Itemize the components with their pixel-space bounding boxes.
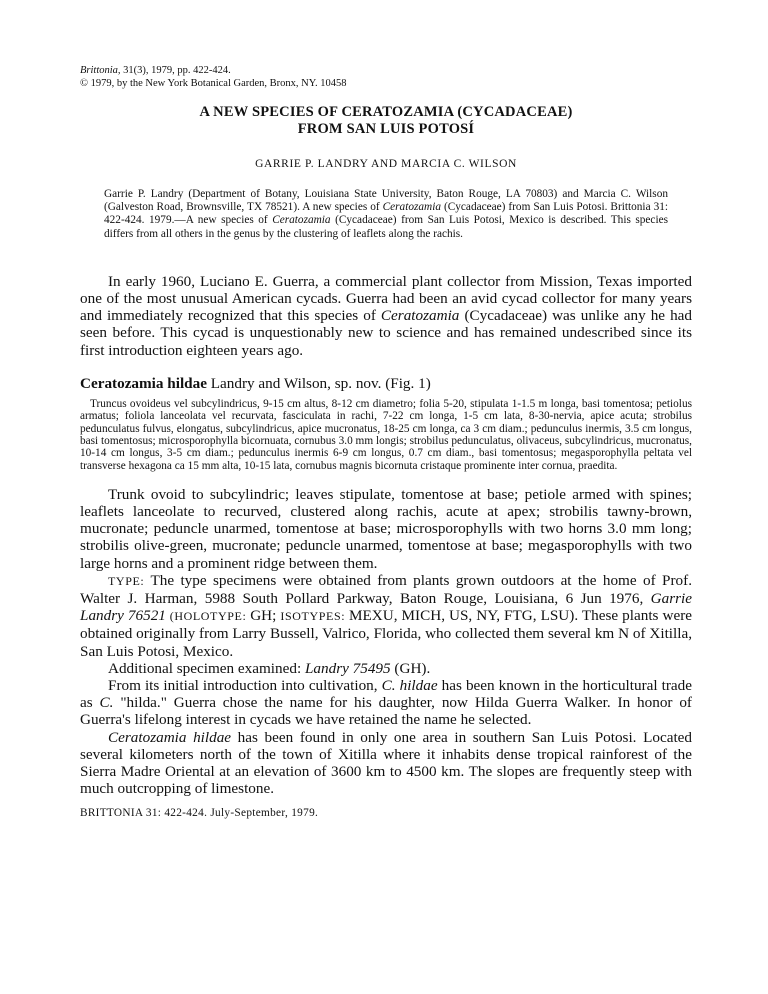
journal-name: Brittonia, [80,65,121,76]
holotype-herbarium: GH; [250,607,281,625]
article-title [80,104,692,138]
type-text-2: These plants were obtained originally from Larry Bussell, Valrico, Florida, who collected them several km N of Xitilla, San Luis Potosi, Mexico. [80,607,692,660]
type-label: TYPE: [108,573,145,588]
history-paragraph [80,677,692,729]
habitat-species-name: Ceratozamia hildae [108,728,232,746]
additional-herbarium: (GH). [390,659,431,677]
english-description: Trunk ovoid to subcylindric; leaves stipulate, tomentose at base; petiole armed with spines; leaflets lanceolate to recurved, clustered along rachis, acute at apex; strobilis tawny-brown, mucronate; peduncle unarmed, tomentose at base; microsporophylls with two horns 3.0 mm long; strobilis olive-green, mucronate; peduncle unarmed, tomentose at base; megasporophylls with two large horns and a prominent ridge between them. [80,485,692,572]
additional-text: Additional specimen examined: [108,659,305,677]
habitat-text: has been found in only one area in southern San Luis Potosi. Located several kilometers north of the town of Xitilla where it inhabits dense tropical rainforest of the Sierra Madre Oriental at an elevation of 3600 km to 4500 km. The slopes are frequently steep with much outcropping of limestone. [80,728,692,798]
type-collector: Garrie Landry 76521 [80,590,692,625]
citation-detail: 31(3), 1979, pp. 422-424. [120,65,231,76]
title-line-2: FROM SAN LUIS POTOSÍ [297,121,475,137]
history-name-2: C. [99,694,114,712]
abstract [104,188,668,241]
journal-citation [80,64,692,77]
isotypes-label: ISOTYPES: [280,609,349,624]
abstract-genus-2: Ceratozamia [272,214,331,227]
isotype-herbaria: MEXU, MICH, US, NY, FTG, LSU). [348,607,579,625]
abstract-text-1: Garrie P. Landry (Department of Botany, Louisiana State University, Baton Rouge, LA 70803) and Marcia C. Wilson (Galveston Road, Brownsville, TX 78521). A new species of [104,188,668,214]
type-paragraph [80,572,692,660]
species-name: Ceratozamia hildae [80,374,207,392]
history-text-2: has been known in the horticultural trade as [80,677,693,712]
intro-text-1: In early 1960, Luciano E. Guerra, a commercial plant collector from Mission, Texas imported one of the most unusual American cycads. Guerra had been an avid cycad collector for many years and immediately recognized that this species of [80,272,692,325]
holotype-label: (HOLOTYPE: [165,609,251,624]
history-text-3: "hilda." Guerra chose the name for his daughter, now Hilda Guerra Walker. In honor of Guerra's lifelong interest in cycads we have retained the name he selected. [80,694,692,729]
copyright-line: © 1979, by the New York Botanical Garden, Bronx, NY. 10458 [80,78,347,89]
abstract-text-2: (Cycadaceae) from San Luis Potosi. Brittonia 31: 422-424. 1979.—A new species of [104,201,669,227]
author-line: GARRIE P. LANDRY AND MARCIA C. WILSON [255,158,517,170]
intro-genus: Ceratozamia [380,307,460,325]
article-page [80,64,692,819]
history-text-1: From its initial introduction into cultivation, [108,677,382,695]
intro-text-2: (Cycadaceae) was unlike any he had seen before. This cycad is unquestionably new to science and has remained undescribed since its first introduction eighteen years ago. [80,307,692,359]
additional-specimen [80,660,692,677]
species-authority: Landry and Wilson, sp. nov. (Fig. 1) [206,374,431,392]
habitat-paragraph [80,729,692,798]
page-footer: BRITTONIA 31: 422-424. July-September, 1979. [80,807,319,820]
history-name-1: C. hildae [381,677,438,695]
title-line-1: A NEW SPECIES OF CERATOZAMIA (CYCADACEAE) [199,104,573,120]
abstract-text-3: (Cycadaceae) from San Luis Potosi, Mexico is described. This species differs from all others in the genus by the clustering of leaflets along the rachis. [104,214,668,240]
abstract-genus-1: Ceratozamia [382,201,441,214]
additional-specimen-number: Landry 75495 [304,659,391,677]
latin-diagnosis: Truncus ovoideus vel subcylindricus, 9-15 cm altus, 8-12 cm diametro; folia 5-20, stipulata 1-1.5 m longa, basi tomentosa; petiolus armatus; foliola lanceolata vel recurvata, fasciculata in rachi, 7-22 cm longa, 1-5 cm lata, 8-30-nervia, apice acuta; strobilus pedunculatus fulvus, elongatus, subcylindricus, apice mucronatus, 18-25 cm longa, ca 3 cm diam.; pedunculus inermis, 3.5 cm longus, basi tomentosus; microsporophylla bicornuata, cornubus 3.0 mm longis; strobilus pedunculatus, olivaceus, subcylindricus, mucronatus, 10-14 cm longus, 3-5 cm diam.; pedunculus inermis 6-9 cm longus, 0.7 cm diam., basi tomentosus; megasporophylla peltata vel transverse hexagona ca 15 mm alta, 10-15 lata, cornubus magnis bicornuta cristaque prominente inter cornua, praedita. [80,398,692,472]
type-text-1: The type specimens were obtained from plants grown outdoors at the home of Prof. Walter J. Harman, 5988 South Pollard Parkway, Baton Rouge, Louisiana, 6 Jun 1976, [80,571,692,608]
species-heading [80,375,692,392]
intro-paragraph [80,273,692,359]
